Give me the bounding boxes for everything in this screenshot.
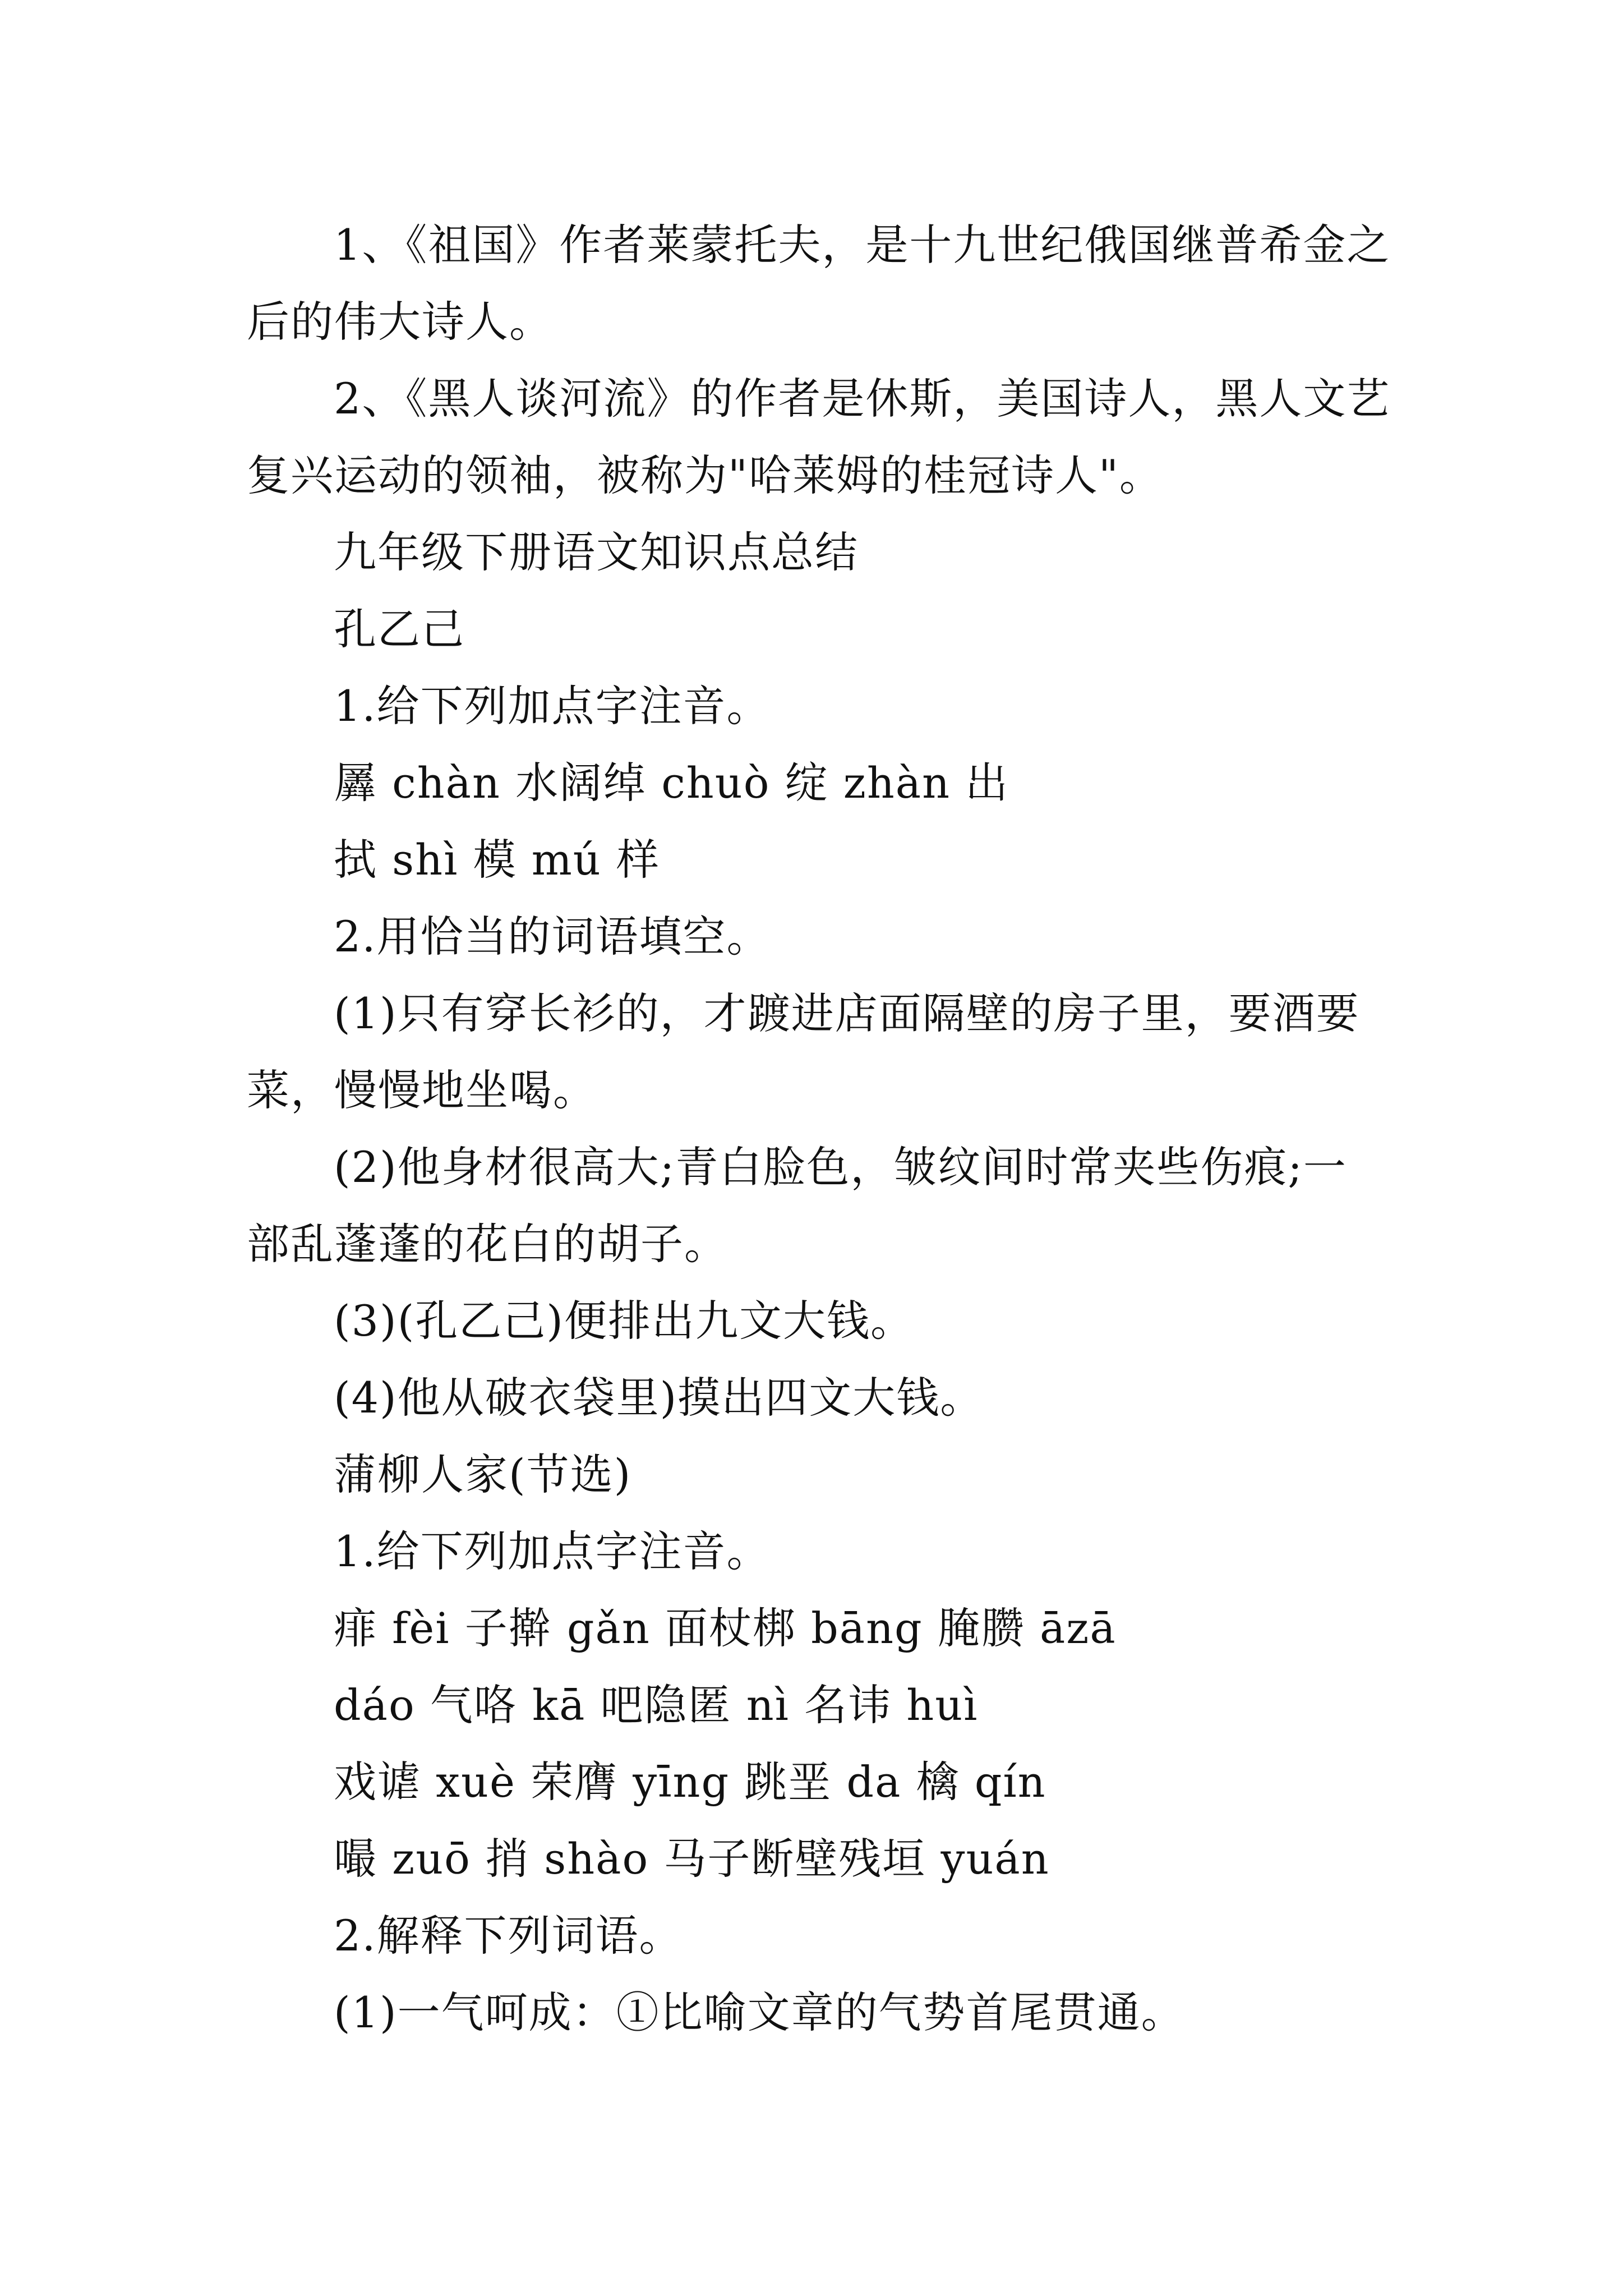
lesson-title: 孔乙己	[334, 604, 465, 654]
document-body	[247, 206, 1391, 2051]
pinyin-line: 羼 chàn 水阔绰 chuò 绽 zhàn 出	[334, 758, 1009, 808]
text-line: (1)只有穿长衫的，才踱进店面隔壁的房子里，要酒要	[334, 988, 1360, 1038]
text-line: (4)他从破衣袋里)摸出四文大钱。	[334, 1373, 984, 1423]
text-line: 复兴运动的领袖，被称为"哈莱姆的桂冠诗人"。	[247, 450, 1163, 500]
question-heading: 2.解释下列词语。	[334, 1911, 683, 1961]
text-line: (2)他身材很高大;青白脸色，皱纹间时常夹些伤痕;一	[334, 1142, 1347, 1192]
text-line: (3)(孔乙己)便排出九文大钱。	[334, 1296, 914, 1346]
text-line: 部乱蓬蓬的花白的胡子。	[247, 1219, 728, 1269]
text-line: 1、《祖国》作者莱蒙托夫，是十九世纪俄国继普希金之	[334, 220, 1391, 270]
pinyin-line: 痱 fèi 子擀 gǎn 面杖梆 bāng 腌臜 āzā	[334, 1603, 1117, 1653]
question-heading: 1.给下列加点字注音。	[334, 681, 771, 731]
question-heading: 2.用恰当的词语填空。	[334, 912, 771, 961]
question-heading: 1.给下列加点字注音。	[334, 1526, 771, 1576]
pinyin-line: 嘬 zuō 捎 shào 马子断壁残垣 yuán	[334, 1834, 1050, 1884]
text-line: 后的伟大诗人。	[247, 297, 553, 347]
text-line: 2、《黑人谈河流》的作者是休斯，美国诗人，黑人文艺	[334, 374, 1391, 424]
section-heading: 九年级下册语文知识点总结	[334, 527, 859, 577]
pinyin-line: 戏谑 xuè 荣膺 yīng 跳垩 da 檎 qín	[334, 1757, 1046, 1807]
lesson-title: 蒲柳人家(节选)	[334, 1450, 632, 1499]
pinyin-line: dáo 气咯 kā 吧隐匿 nì 名讳 huì	[334, 1680, 979, 1730]
pinyin-line: 拭 shì 模 mú 样	[334, 835, 660, 885]
text-line: (1)一气呵成：①比喻文章的气势首尾贯通。	[334, 1987, 1185, 2037]
text-line: 菜，慢慢地坐喝。	[247, 1065, 597, 1115]
